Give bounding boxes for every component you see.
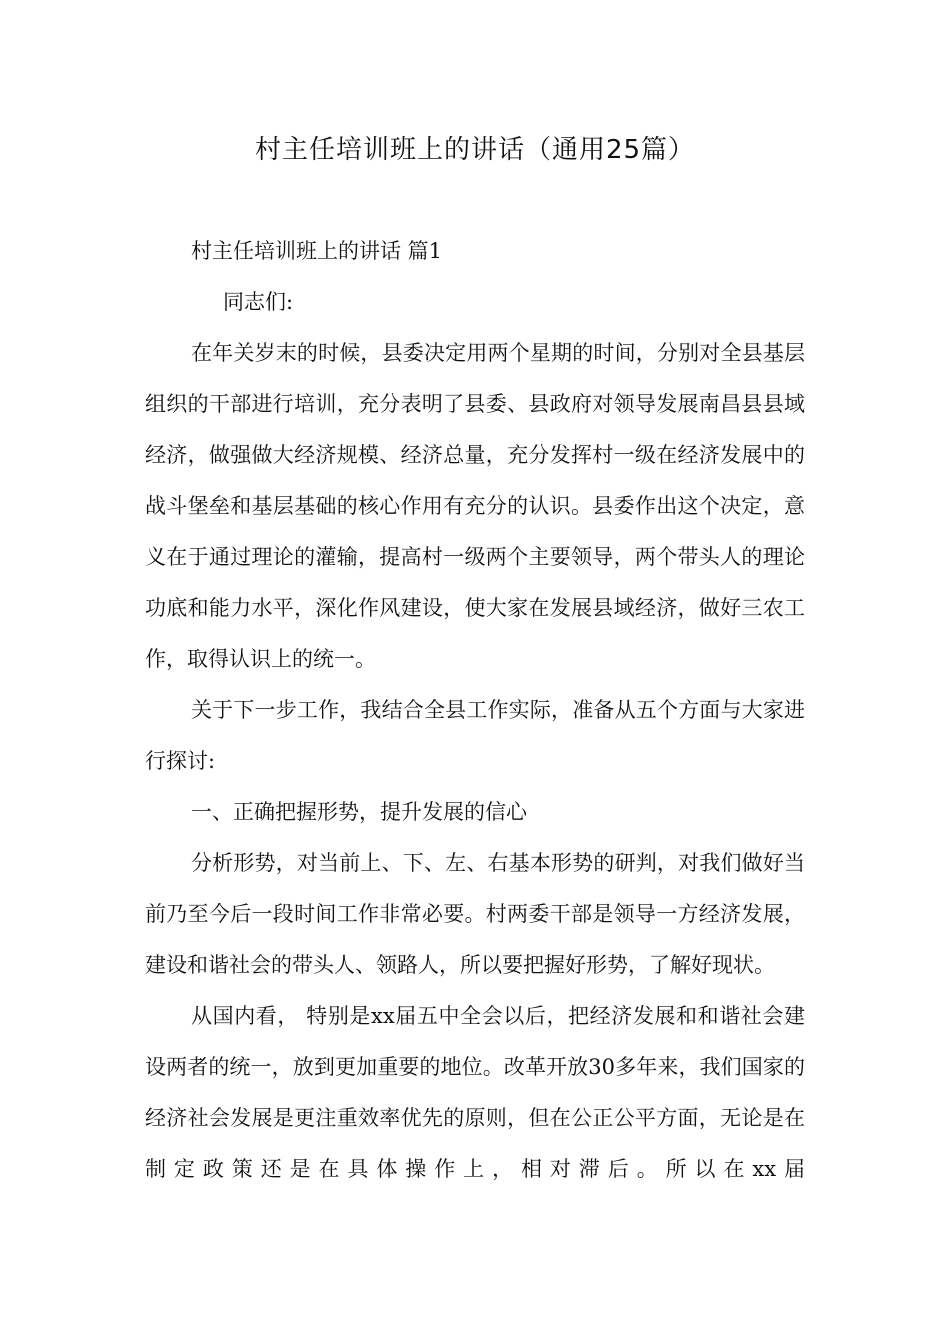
document-title: 村主任培训班上的讲话（通用25篇）: [254, 135, 696, 165]
paragraph: 从国内看， 特别是xx届五中全会以后，把经济发展和和谐社会建设两者的统一，放到更加重要的地位。改革开放30多年来，我们国家的经济社会发展是更注重效率优先的原则，但在公正公平方面，无论是在制定政策还是在具体操作上，相对滞后。所以在xx届: [145, 1004, 805, 1181]
greeting: 同志们:: [223, 290, 294, 314]
section-heading: 村主任培训班上的讲话 篇1: [191, 239, 443, 263]
paragraph: 分析形势，对当前上、下、左、右基本形势的研判，对我们做好当前乃至今后一段时间工作非常必要。村两委干部是领导一方经济发展，建设和谐社会的带头人、领路人，所以要把握好形势，了解好现状。: [145, 851, 805, 977]
paragraph: 关于下一步工作，我结合全县工作实际，准备从五个方面与大家进行探讨:: [145, 698, 805, 773]
document-body: [145, 226, 805, 1195]
subheading: 一、正确把握形势，提升发展的信心: [191, 800, 527, 824]
paragraph: 在年关岁末的时候，县委决定用两个星期的时间，分别对全县基层组织的干部进行培训，充分表明了县委、县政府对领导发展南昌县县域经济，做强做大经济规模、经济总量，充分发挥村一级在经济发展中的战斗堡垒和基层基础的核心作用有充分的认识。县委作出这个决定，意义在于通过理论的灌输，提高村一级两个主要领导，两个带头人的理论功底和能力水平，深化作风建设，使大家在发展县域经济，做好三农工作，取得认识上的统一。: [145, 341, 805, 671]
